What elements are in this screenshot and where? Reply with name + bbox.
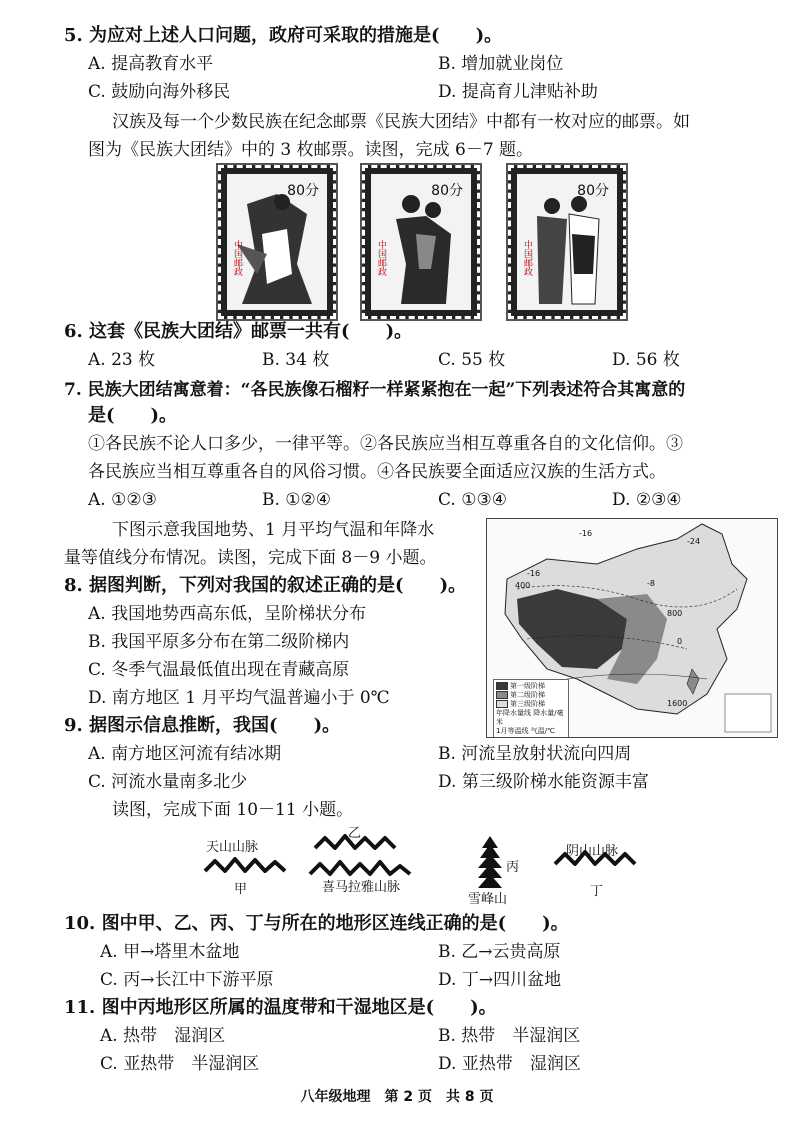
- q6-option-b: B. 34 枚: [262, 350, 330, 370]
- q11-stem: 11. 图中丙地形区所属的温度带和干湿地区是( )。: [64, 997, 497, 1018]
- q8-stem: 8. 据图判断，下列对我国的叙述正确的是( )。: [64, 575, 467, 596]
- legend-item-5: 1月等温线 气温/℃: [496, 727, 555, 735]
- q6-option-a: A. 23 枚: [88, 350, 156, 370]
- label-xuefeng: 雪峰山: [468, 892, 508, 907]
- q10-stem: 10. 图中甲、乙、丙、丁与所在的地形区连线正确的是( )。: [64, 913, 569, 934]
- q11-option-c: C. 亚热带 半湿润区: [100, 1054, 260, 1074]
- stamp-2: [362, 165, 480, 319]
- intro-67-line1: 汉族及每一个少数民族在纪念邮票《民族大团结》中都有一枚对应的邮票。如: [112, 112, 690, 132]
- q6-stem: 6. 这套《民族大团结》邮票一共有( )。: [64, 321, 413, 342]
- q7-stem-line1: 7. 民族大团结寓意着：“各民族像石榴籽一样紧紧抱在一起”下列表述符合其寓意的: [64, 380, 686, 400]
- legend-item-1: 第一级阶梯: [510, 682, 545, 690]
- q5-option-b: B. 增加就业岗位: [438, 54, 564, 74]
- map-label-6: 400: [515, 581, 531, 590]
- q6-option-c: C. 55 枚: [438, 350, 506, 370]
- q10-option-c: C. 丙→长江中下游平原: [100, 970, 274, 990]
- stamp-1-value: 80分: [287, 183, 319, 199]
- stamp-1-country: 中国邮政: [232, 240, 242, 276]
- q7-option-d: D. ②③④: [612, 490, 682, 510]
- q7-option-b: B. ①②④: [262, 490, 332, 510]
- q5-option-a: A. 提高教育水平: [88, 54, 214, 74]
- legend-item-2: 第二级阶梯: [510, 691, 545, 699]
- q5-option-d: D. 提高育儿津贴补助: [438, 82, 598, 102]
- stamp-3-country: 中国邮政: [522, 240, 532, 276]
- q10-option-a: A. 甲→塔里木盆地: [100, 942, 240, 962]
- map-legend: [493, 679, 569, 738]
- stamp-2-value: 80分: [431, 183, 463, 199]
- q8-option-a: A. 我国地势西高东低，呈阶梯状分布: [88, 604, 367, 624]
- intro-89-line2: 量等值线分布情况。读图，完成下面 8－9 小题。: [64, 548, 437, 568]
- stamp-1: [218, 165, 336, 319]
- q6-option-d: D. 56 枚: [612, 350, 680, 370]
- map-label-1: -16: [579, 529, 593, 538]
- q11-option-b: B. 热带 半湿润区: [438, 1026, 581, 1046]
- q9-option-c: C. 河流水量南多北少: [88, 772, 248, 792]
- map-label-5: 0: [677, 637, 683, 646]
- stamp-3: [508, 165, 626, 319]
- label-tianshan: 天山山脉: [206, 840, 259, 855]
- q9-option-a: A. 南方地区河流有结冰期: [88, 744, 282, 764]
- q8-option-c: C. 冬季气温最低值出现在青藏高原: [88, 660, 350, 680]
- label-bing: 丙: [506, 860, 520, 875]
- map-label-3: -16: [527, 569, 541, 578]
- q7-option-c: C. ①③④: [438, 490, 507, 510]
- label-himalaya: 喜马拉雅山脉: [322, 880, 401, 895]
- label-yi: 乙: [348, 826, 362, 841]
- intro-1011: 读图，完成下面 10－11 小题。: [112, 800, 354, 820]
- legend-item-3: 第三级阶梯: [510, 700, 545, 708]
- q5-option-c: C. 鼓励向海外移民: [88, 82, 231, 102]
- label-ding: 丁: [590, 884, 604, 899]
- q8-option-d: D. 南方地区 1 月平均气温普遍小于 0℃: [88, 688, 390, 708]
- page-footer: 八年级地理 第 2 页 共 8 页: [300, 1089, 494, 1105]
- map-label-8: 1600: [667, 699, 688, 708]
- q10-option-b: B. 乙→云贵高原: [438, 942, 561, 962]
- q8-option-b: B. 我国平原多分布在第二级阶梯内: [88, 632, 350, 652]
- q7-statement-line1: ①各民族不论人口多少，一律平等。②各民族应当相互尊重各自的文化信仰。③: [88, 434, 683, 454]
- legend-item-4: 年降水量线 降水量/毫米: [496, 709, 564, 726]
- intro-67-line2: 图为《民族大团结》中的 3 枚邮票。读图，完成 6－7 题。: [88, 140, 534, 160]
- map-label-4: -8: [647, 579, 655, 588]
- q7-option-a: A. ①②③: [88, 490, 157, 510]
- q7-statement-line2: 各民族应当相互尊重各自的风俗习惯。④各民族要全面适应汉族的生活方式。: [88, 462, 666, 482]
- label-yinshan: 阴山山脉: [566, 844, 619, 859]
- q7-stem-line2: 是( )。: [88, 405, 178, 426]
- intro-89-line1: 下图示意我国地势、1 月平均气温和年降水: [112, 520, 435, 540]
- q9-stem: 9. 据图示信息推断，我国( )。: [64, 715, 341, 736]
- map-label-2: -24: [687, 537, 701, 546]
- map-label-7: 800: [667, 609, 683, 618]
- mountain-diagram: [200, 826, 640, 906]
- label-jia: 甲: [234, 882, 248, 897]
- q5-stem: 5. 为应对上述人口问题，政府可采取的措施是( )。: [64, 25, 503, 46]
- q11-option-a: A. 热带 湿润区: [100, 1026, 226, 1046]
- stamp-3-value: 80分: [577, 183, 609, 199]
- stamp-2-country: 中国邮政: [376, 240, 386, 276]
- china-terrain-map: [486, 518, 778, 738]
- q10-option-d: D. 丁→四川盆地: [438, 970, 562, 990]
- q9-option-b: B. 河流呈放射状流向四周: [438, 744, 632, 764]
- q9-option-d: D. 第三级阶梯水能资源丰富: [438, 772, 649, 792]
- q11-option-d: D. 亚热带 湿润区: [438, 1054, 581, 1074]
